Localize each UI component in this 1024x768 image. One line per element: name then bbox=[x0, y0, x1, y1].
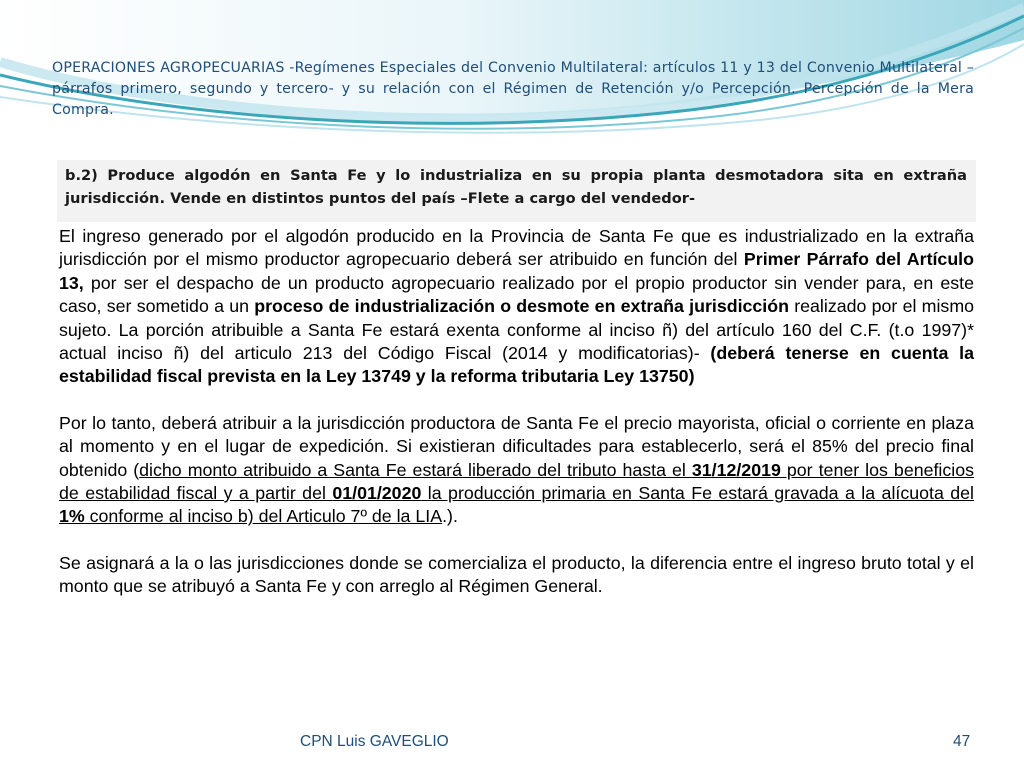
footer-author: CPN Luis GAVEGLIO bbox=[300, 733, 449, 750]
p1-text-2: por ser el despacho de un producto agropecuario realizado por el propio productor sin vender para, en este caso, ser sometido a un bbox=[59, 272, 974, 317]
p2-rate: 1% bbox=[59, 506, 85, 527]
p2-underline-2: por tener los beneficios de estabilidad fiscal y a partir del bbox=[59, 459, 974, 504]
p1-text-3: realizado por el mismo sujeto. La porción atribuible a Santa Fe estará exenta conforme al inciso ñ) del artículo 160 del C.F. (t.o 1997)* actual inciso ñ) del articulo 213 del Código Fiscal (2014 y modificatorias)- bbox=[59, 296, 975, 364]
paragraph-1 bbox=[59, 225, 974, 389]
p1-bold-1: Primer Párrafo del Artículo 13, bbox=[59, 249, 974, 293]
case-subtitle: b.2) Produce algodón en Santa Fe y lo industrializa en su propia planta desmotadora sita en extraña jurisdicción. Vende en distintos puntos del país –Flete a cargo del vendedor- bbox=[65, 167, 967, 207]
slide-title: OPERACIONES AGROPECUARIAS -Regímenes Especiales del Convenio Multilateral: artículos 11 y 13 del Convenio Multilateral –párrafos primero, segundo y tercero- y su relación con el Régimen de Retención y/o Percepción. Percepción de la Mera Compra. bbox=[52, 60, 974, 118]
p2-underline-1: dicho monto atribuido a Santa Fe estará liberado del tributo hasta el bbox=[139, 459, 692, 480]
page-number: 47 bbox=[953, 733, 971, 750]
p2-text-1: Por lo tanto, deberá atribuir a la jurisdicción productora de Santa Fe el precio mayorista, oficial o corriente en plaza al momento y en el lugar de expedición. Si existieran dificultades para establecerlo, será el 85% del precio final obtenido ( bbox=[59, 412, 974, 480]
p1-bold-3: (deberá tenerse en cuenta la estabilidad fiscal prevista en la Ley 13749 y la reforma tributaria Ley 13750) bbox=[59, 343, 974, 387]
p2-underline-3: la producción primaria en Santa Fe estará gravada a la alícuota del bbox=[421, 483, 974, 504]
p2-underline-4: conforme al inciso b) del Articulo 7º de la LIA bbox=[84, 506, 443, 527]
paragraph-2 bbox=[59, 412, 974, 529]
paragraph-3: Se asignará a la o las jurisdicciones donde se comercializa el producto, la diferencia entre el ingreso bruto total y el monto que se atribuyó a Santa Fe y con arreglo al Régimen General. bbox=[59, 552, 974, 597]
body-text bbox=[59, 225, 974, 599]
p1-text-1: El ingreso generado por el algodón producido en la Provincia de Santa Fe que es industrializado en la extraña jurisdicción por el mismo productor agropecuario deberá ser atribuido en función del bbox=[59, 226, 974, 270]
p2-text-2: .). bbox=[442, 506, 458, 527]
p2-date-1: 31/12/2019 bbox=[691, 459, 781, 480]
p1-bold-2: proceso de industrialización o desmote en extraña jurisdicción bbox=[254, 296, 789, 317]
p2-date-2: 01/01/2020 bbox=[332, 483, 422, 504]
